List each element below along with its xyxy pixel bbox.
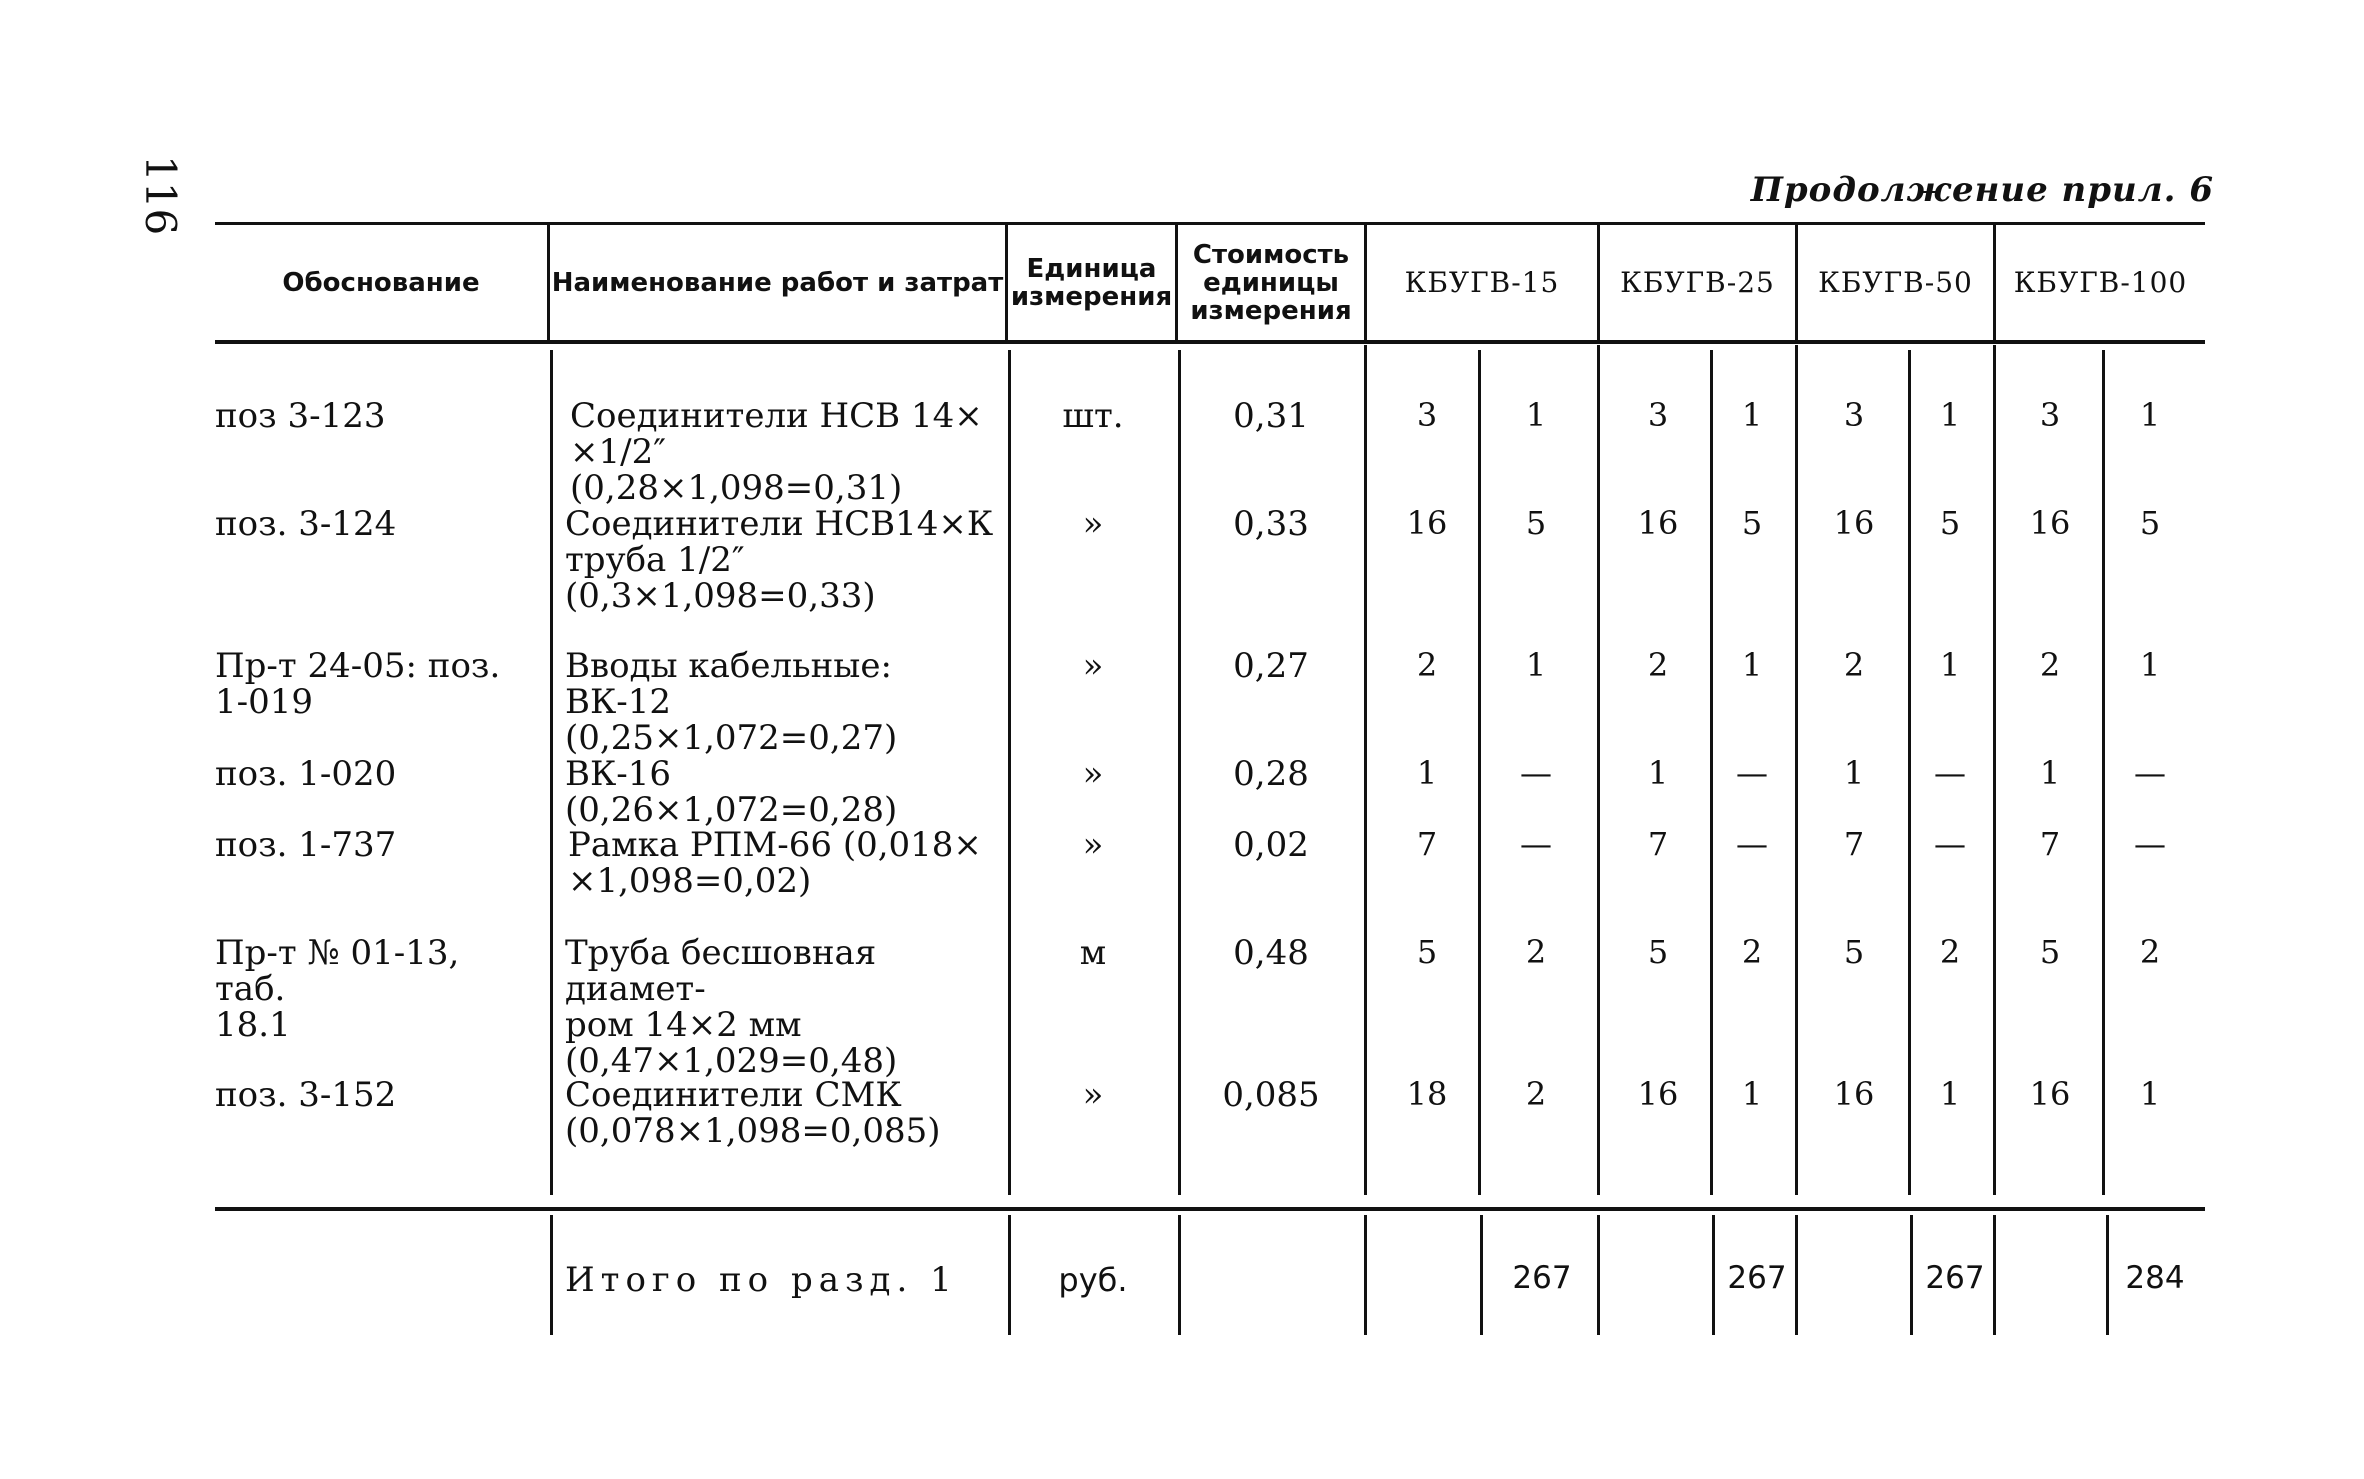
value-cell: 7: [1843, 825, 1865, 863]
header-cost: Стоимость единицы измерения: [1190, 239, 1352, 326]
header-unit: Единица измерения: [1010, 253, 1173, 312]
total-divider: [1712, 1215, 1715, 1335]
row-3-cost: 0,27: [1233, 646, 1309, 686]
value-cell: 1: [2139, 646, 2161, 684]
value-cell: 1: [1525, 396, 1547, 434]
value-cell: 3: [1416, 396, 1438, 434]
row-1-cost: 0,31: [1233, 396, 1309, 436]
value-cell: 2: [1843, 646, 1865, 684]
row-3-basis: Пр-т 24-05: поз. 1-019: [215, 646, 501, 722]
row-7-name: Соединители СМК (0,078×1,098=0,085): [565, 1075, 941, 1151]
row-1-name: Соединители НСВ 14× ×1/2″ (0,28×1,098=0,31): [570, 396, 983, 508]
total-divider: [1178, 1215, 1181, 1335]
value-cell: —: [1520, 754, 1552, 792]
value-cell: 16: [1833, 504, 1875, 542]
value-cell: 2: [2139, 933, 2161, 971]
total-value-cell: 267: [1925, 1260, 1985, 1296]
row-6-name: Труба бесшовная диамет- ром 14×2 мм (0,47×1,029=0,48): [565, 933, 898, 1081]
value-cell: 7: [1416, 825, 1438, 863]
row-3-name: Вводы кабельные: ВК-12 (0,25×1,072=0,27): [565, 646, 898, 758]
header-group-kbugv-50: КБУГВ-50: [1818, 265, 1973, 299]
value-cell: 3: [1843, 396, 1865, 434]
value-cell: 5: [1525, 504, 1547, 542]
value-cell: 2: [1525, 1075, 1547, 1113]
value-cell: 18: [1406, 1075, 1448, 1113]
row-2-cost: 0,33: [1233, 504, 1309, 544]
value-cell: 2: [1647, 646, 1669, 684]
value-cell: 2: [2039, 646, 2061, 684]
value-cell: 2: [1741, 933, 1763, 971]
row-1-unit: шт.: [1062, 396, 1124, 436]
value-cell: 2: [1939, 933, 1961, 971]
value-cell: 1: [1525, 646, 1547, 684]
value-cell: 16: [1637, 1075, 1679, 1113]
value-cell: 1: [2039, 754, 2061, 792]
row-4-name: ВК-16 (0,26×1,072=0,28): [565, 754, 898, 830]
row-2-name: Соединители НСВ14×К труба 1/2″ (0,3×1,098=0,33): [565, 504, 994, 616]
row-5-name: Рамка РПМ-66 (0,018× ×1,098=0,02): [568, 825, 982, 901]
total-divider: [1364, 1215, 1367, 1335]
row-1-basis: поз 3-123: [215, 396, 386, 436]
body-divider: [1597, 345, 1600, 1195]
row-5-unit: »: [1082, 825, 1104, 865]
row-6-unit: м: [1079, 933, 1107, 973]
body-bottom-rule: [215, 1207, 2205, 1211]
value-cell: 1: [1741, 396, 1763, 434]
total-divider: [1910, 1215, 1913, 1335]
header-bottom-rule: [215, 340, 2205, 344]
value-cell: —: [1736, 754, 1768, 792]
value-cell: 3: [2039, 396, 2061, 434]
total-value-cell: 267: [1727, 1260, 1787, 1296]
row-4-unit: »: [1082, 754, 1104, 794]
row-5-basis: поз. 1-737: [215, 825, 397, 865]
value-cell: 16: [2029, 504, 2071, 542]
row-2-basis: поз. 3-124: [215, 504, 397, 544]
value-cell: 16: [1637, 504, 1679, 542]
body-divider: [1364, 345, 1367, 1195]
value-cell: 1: [1843, 754, 1865, 792]
value-cell: —: [1520, 825, 1552, 863]
total-divider: [1480, 1215, 1483, 1335]
value-cell: 1: [1939, 646, 1961, 684]
row-2-unit: »: [1082, 504, 1104, 544]
row-7-unit: »: [1082, 1075, 1104, 1115]
row-5-cost: 0,02: [1233, 825, 1309, 865]
total-divider: [2106, 1215, 2109, 1335]
value-cell: 5: [1843, 933, 1865, 971]
row-7-basis: поз. 3-152: [215, 1075, 397, 1115]
body-divider: [550, 350, 553, 1195]
row-6-basis: Пр-т № 01-13, таб. 18.1: [215, 933, 460, 1045]
value-cell: 16: [1406, 504, 1448, 542]
row-4-basis: поз. 1-020: [215, 754, 397, 794]
value-cell: 7: [1647, 825, 1669, 863]
value-cell: 5: [2039, 933, 2061, 971]
row-3-unit: »: [1082, 646, 1104, 686]
row-6-cost: 0,48: [1233, 933, 1309, 973]
value-cell: —: [1934, 754, 1966, 792]
value-cell: 1: [1416, 754, 1438, 792]
continuation-heading: Продолжение прил. 6: [1750, 170, 2214, 210]
value-cell: 2: [1525, 933, 1547, 971]
value-cell: 1: [2139, 1075, 2161, 1113]
total-divider: [1597, 1215, 1600, 1335]
body-divider: [1478, 350, 1481, 1195]
total-divider: [550, 1215, 553, 1335]
value-cell: 5: [1416, 933, 1438, 971]
header-group-kbugv-15: КБУГВ-15: [1404, 265, 1560, 299]
value-cell: 1: [1741, 1075, 1763, 1113]
header-name: Наименование работ и затрат: [551, 267, 1004, 298]
value-cell: 5: [1647, 933, 1669, 971]
value-cell: —: [2134, 825, 2166, 863]
value-cell: 1: [1939, 396, 1961, 434]
value-cell: —: [1934, 825, 1966, 863]
body-divider: [1795, 345, 1798, 1195]
row-4-cost: 0,28: [1233, 754, 1309, 794]
body-divider: [1993, 345, 1996, 1195]
value-cell: —: [1736, 825, 1768, 863]
value-cell: 1: [1939, 1075, 1961, 1113]
value-cell: 16: [1833, 1075, 1875, 1113]
value-cell: 1: [1741, 646, 1763, 684]
value-cell: 5: [1939, 504, 1961, 542]
value-cell: 5: [1741, 504, 1763, 542]
value-cell: —: [2134, 754, 2166, 792]
value-cell: 1: [1647, 754, 1669, 792]
value-cell: 3: [1647, 396, 1669, 434]
value-cell: 5: [2139, 504, 2161, 542]
header-group-kbugv-100: КБУГВ-100: [2013, 265, 2188, 299]
page-number: 116: [136, 155, 185, 236]
header-basis: Обоснование: [282, 267, 480, 298]
value-cell: 1: [2139, 396, 2161, 434]
total-value-cell: 267: [1512, 1260, 1572, 1296]
value-cell: 16: [2029, 1075, 2071, 1113]
total-label: Итого по разд. 1: [565, 1260, 958, 1300]
body-divider: [2102, 350, 2105, 1195]
row-7-cost: 0,085: [1222, 1075, 1320, 1115]
value-cell: 7: [2039, 825, 2061, 863]
header-group-kbugv-25: КБУГВ-25: [1620, 265, 1775, 299]
total-value-cell: 284: [2125, 1260, 2185, 1296]
total-unit: руб.: [1058, 1261, 1128, 1299]
value-cell: 2: [1416, 646, 1438, 684]
